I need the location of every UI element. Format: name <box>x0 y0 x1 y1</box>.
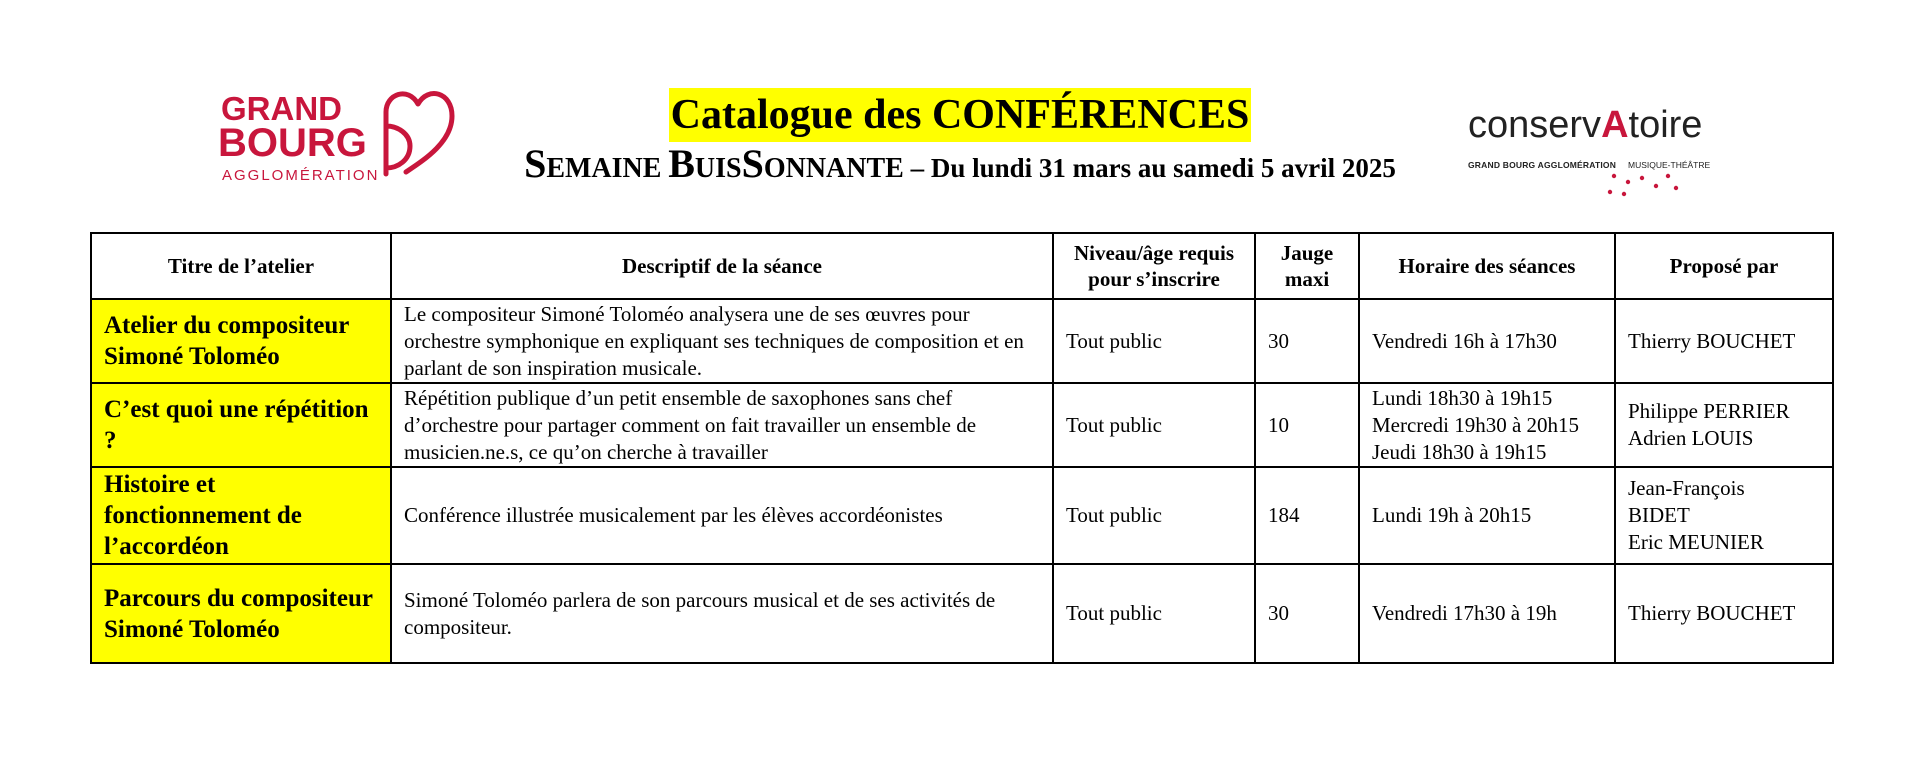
workshop-level: Tout public <box>1053 467 1255 564</box>
workshop-title: C’est quoi une répétition ? <box>91 383 391 467</box>
table-row <box>91 467 1833 564</box>
workshop-presenter <box>1615 299 1833 383</box>
header-title: Titre de l’atelier <box>91 233 391 299</box>
logo-agglomeration-text: AGGLOMÉRATION <box>222 167 380 184</box>
conservatoire-sub-right: MUSIQUE-THÉÂTRE <box>1628 160 1711 170</box>
workshop-schedule <box>1359 467 1615 564</box>
presenter-line: Eric MEUNIER <box>1628 530 1764 554</box>
table-row <box>91 299 1833 383</box>
page-title: Catalogue des CONFÉRENCES <box>669 88 1252 142</box>
logo-bourg-text: BOURG <box>218 121 367 165</box>
workshop-presenter <box>1615 467 1833 564</box>
conservatoire-sub-left: GRAND BOURG AGGLOMÉRATION <box>1468 160 1617 170</box>
wordmark-part2: toire <box>1628 104 1703 146</box>
wordmark-accent: A <box>1601 104 1629 146</box>
workshop-capacity: 30 <box>1255 564 1359 663</box>
workshop-description: Conférence illustrée musicalement par les élèves accordéonistes <box>391 467 1053 564</box>
presenter-line: Thierry BOUCHET <box>1628 328 1796 353</box>
workshop-schedule <box>1359 564 1615 663</box>
conservatoire-wordmark <box>1468 104 1702 146</box>
table-header-row <box>91 233 1833 299</box>
table-row <box>91 383 1833 467</box>
subtitle-dates: – Du lundi 31 mars au samedi 5 avril 2025 <box>910 153 1396 183</box>
logo-grand-text: GRAND <box>221 90 342 127</box>
workshop-level: Tout public <box>1053 564 1255 663</box>
workshop-description: Simoné Toloméo parlera de son parcours musical et de ses activités de compositeur. <box>391 564 1053 663</box>
workshop-presenter <box>1615 383 1833 467</box>
workshop-capacity: 30 <box>1255 299 1359 383</box>
header-description: Descriptif de la séance <box>391 233 1053 299</box>
wordmark-part1: conserv <box>1468 104 1602 146</box>
subtitle-buissonnante: BuisSonnante <box>668 141 904 186</box>
table-row <box>91 564 1833 663</box>
dots-decoration-icon <box>1606 170 1686 198</box>
header-capacity: Jauge maxi <box>1255 233 1359 299</box>
presenter-line: Jean-François <box>1628 476 1745 500</box>
workshop-title: Parcours du compositeur Simoné Toloméo <box>91 564 391 663</box>
presenter-line: Philippe PERRIER <box>1628 399 1790 423</box>
presenter-line: BIDET <box>1628 503 1690 527</box>
conference-table <box>90 232 1834 664</box>
workshop-schedule <box>1359 299 1615 383</box>
header-schedule: Horaire des séances <box>1359 233 1615 299</box>
workshop-description: Répétition publique d’un petit ensemble de saxophones sans chef d’orchestre pour partager comment on fait travailler un ensemble de musicien.ne.s, ce qu’on cherche à travailler <box>391 383 1053 467</box>
workshop-description: Le compositeur Simoné Toloméo analysera une de ses œuvres pour orchestre symphonique en expliquant ses techniques de composition et en parlant de son inspiration musicale. <box>391 299 1053 383</box>
conservatoire-logo <box>1468 104 1738 200</box>
header-level: Niveau/âge requis pour s’inscrire <box>1053 233 1255 299</box>
schedule-line: Vendredi 17h30 à 19h <box>1372 601 1557 625</box>
schedule-line: Lundi 19h à 20h15 <box>1372 503 1532 527</box>
workshop-level: Tout public <box>1053 383 1255 467</box>
workshop-presenter <box>1615 564 1833 663</box>
schedule-line: Mercredi 19h30 à 20h15 <box>1372 412 1580 437</box>
presenter-line: Adrien LOUIS <box>1628 426 1754 450</box>
header-presenter: Proposé par <box>1615 233 1833 299</box>
schedule-line: Lundi 18h30 à 19h15 <box>1372 385 1553 410</box>
subtitle-semaine: Semaine <box>524 141 662 186</box>
workshop-schedule <box>1359 383 1615 467</box>
workshop-capacity: 184 <box>1255 467 1359 564</box>
workshop-title: Atelier du compositeur Simoné Toloméo <box>91 299 391 383</box>
workshop-capacity: 10 <box>1255 383 1359 467</box>
workshop-title: Histoire et fonctionnement de l’accordéon <box>91 467 391 564</box>
schedule-line: Jeudi 18h30 à 19h15 <box>1372 439 1547 464</box>
schedule-line: Vendredi 16h à 17h30 <box>1372 328 1557 353</box>
workshop-level: Tout public <box>1053 299 1255 383</box>
presenter-line: Thierry BOUCHET <box>1628 601 1796 625</box>
